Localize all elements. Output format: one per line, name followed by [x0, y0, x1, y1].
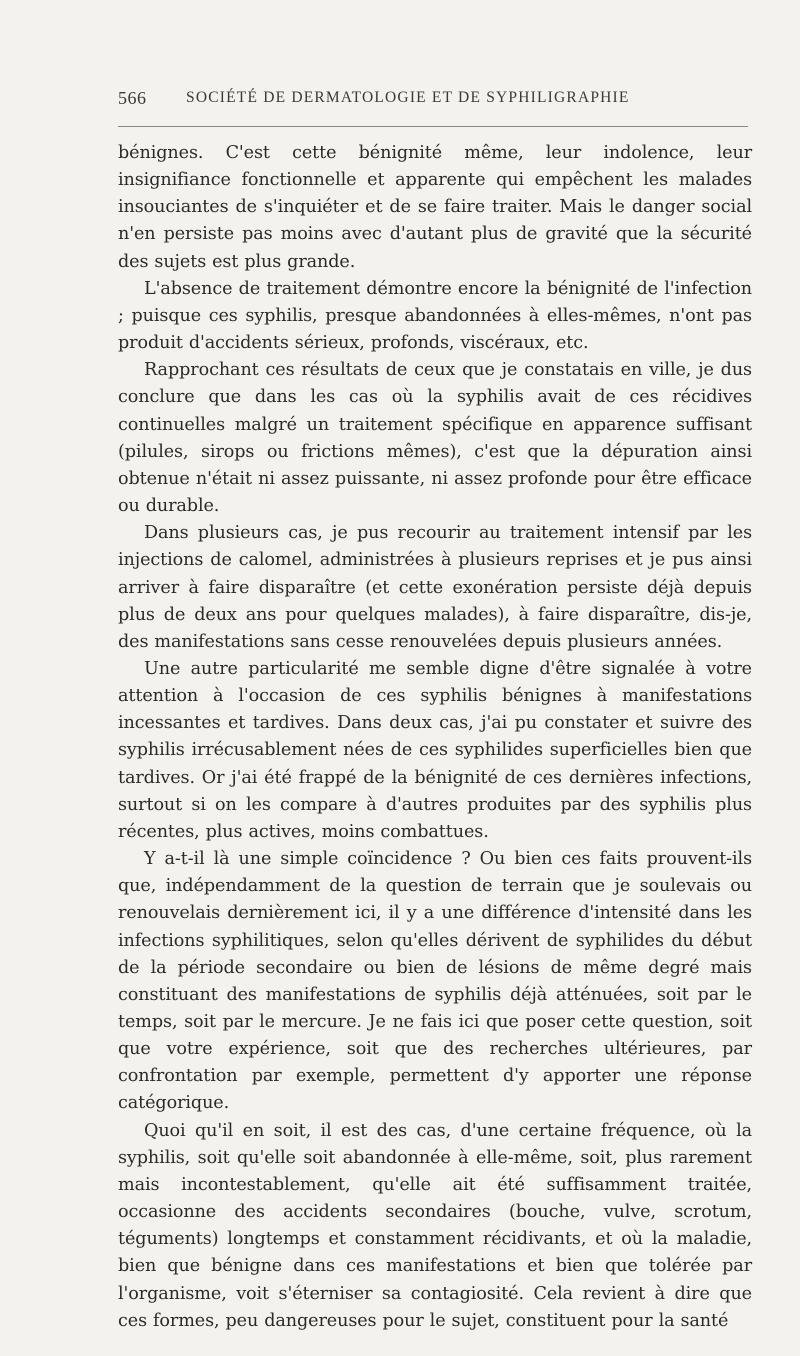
paragraph: Dans plusieurs cas, je pus recourir au traitement intensif par les injections de calomel, administrées à plusieurs reprises et je pus ainsi arriver à faire disparaître (et cette exonération persiste déjà depuis plus de deux ans pour quelques malades), à faire disparaître, dis-je, des manifestations sans cesse renouvelées depuis plusieurs années. [118, 523, 752, 652]
body-text [118, 140, 752, 1335]
paragraph: L'absence de traitement démontre encore la bénignité de l'infection ; puisque ces syphilis, presque abandonnées à elles-mêmes, n'ont pas produit d'accidents sérieux, profonds, viscéraux, etc. [118, 278, 752, 354]
paragraph: Y a-t-il là une simple coïncidence ? Ou bien ces faits prouvent-ils que, indépendamment de la question de terrain que je soulevais ou renouvelais dernièrement ici, il y a une différence d'intensité dans les infections syphilitiques, selon qu'elles dérivent de syphilides du début de la période secondaire ou bien de lésions de même degré mais constituant des manifestations de syphilis déjà atténuées, soit par le temps, soit par le mercure. Je ne fais ici que poser cette question, soit que votre expérience, soit que des recherches ultérieures, par confrontation par exemple, permettent d'y apporter une réponse catégorique. [118, 849, 752, 1114]
header-rule [118, 126, 748, 127]
paragraph: Quoi qu'il en soit, il est des cas, d'une certaine fréquence, où la syphilis, soit qu'elle soit abandonnée à elle-même, soit, plus rarement mais incontestablement, qu'elle ait été suffisamment traitée, occasionne des accidents secondaires (bouche, vulve, scrotum, téguments) longtemps et constamment récidivants, et où la maladie, bien que bénigne dans ces manifestations et bien que tolérée par l'organisme, voit s'éterniser sa contagiosité. Cela revient à dire que ces formes, peu dangereuses pour le sujet, constituent pour la santé [118, 1120, 752, 1331]
paragraph: bénignes. C'est cette bénignité même, leur indolence, leur insignifiance fonctionnelle et apparente qui empêchent les malades insouciantes de s'inquiéter et de se faire traiter. Mais le danger social n'en persiste pas moins avec d'autant plus de gravité que la sécurité des sujets est plus grande. [118, 143, 752, 272]
running-title: SOCIÉTÉ DE DERMATOLOGIE ET DE SYPHILIGRAPHIE [186, 89, 630, 106]
page-number: 566 [118, 88, 147, 108]
running-header [118, 88, 748, 112]
paragraph: Rapprochant ces résultats de ceux que je constatais en ville, je dus conclure que dans les cas où la syphilis avait de ces récidives continuelles malgré un traitement spécifique en apparence suffisant (pilules, sirops ou frictions mêmes), c'est que la dépuration ainsi obtenue n'était ni assez puissante, ni assez profonde pour être efficace ou durable. [118, 360, 752, 517]
paragraph: Une autre particularité me semble digne d'être signalée à votre attention à l'occasion de ces syphilis bénignes à manifestations incessantes et tardives. Dans deux cas, j'ai pu constater et suivre des syphilis irrécusablement nées de ces syphilides superficielles bien que tardives. Or j'ai été frappé de la bénignité de ces dernières infections, surtout si on les compare à d'autres produites par des syphilis plus récentes, plus actives, moins combattues. [118, 658, 752, 842]
